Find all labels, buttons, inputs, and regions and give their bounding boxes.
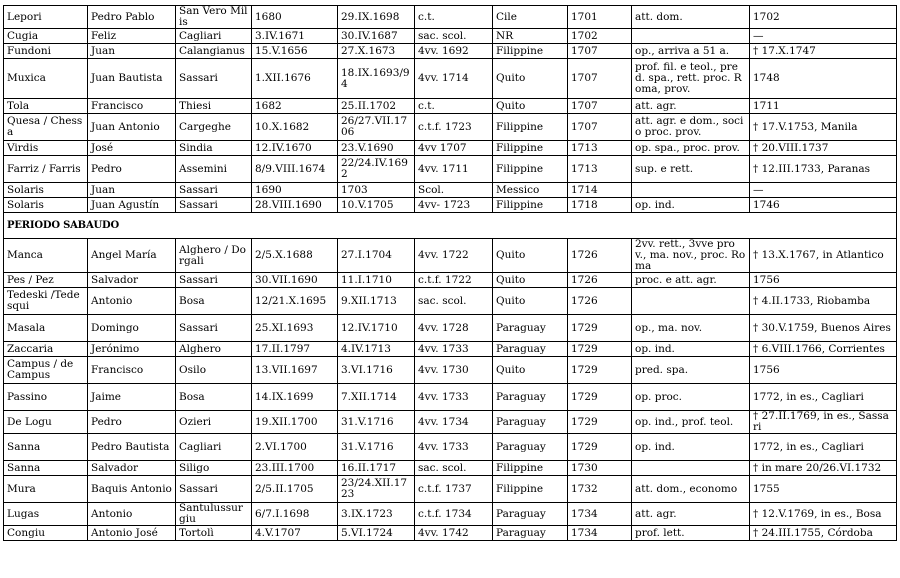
- cell-ingresso: 5.VI.1724: [338, 526, 415, 541]
- cell-morte: 1772, in es., Cagliari: [750, 384, 897, 411]
- cell-anno_partenza: 1734: [568, 526, 632, 541]
- cell-ingresso: 23/24.XII.1723: [338, 476, 415, 503]
- cell-cognome: Tedeski /Tedesqui: [4, 288, 88, 315]
- cell-luogo: Tortolì: [176, 526, 252, 541]
- cell-ingresso: 23.V.1690: [338, 141, 415, 156]
- cell-nome: Juan Bautista: [88, 59, 176, 99]
- cell-anno_partenza: 1726: [568, 273, 632, 288]
- cell-cognome: Zaccaria: [4, 342, 88, 357]
- cell-stato: 4vv. 1742: [415, 526, 493, 541]
- cell-incarichi: prof. lett.: [632, 526, 750, 541]
- cell-stato: 4vv. 1711: [415, 156, 493, 183]
- table-row: [4, 239, 897, 273]
- cell-incarichi: att. agr.: [632, 503, 750, 526]
- cell-ingresso: 3.IX.1723: [338, 503, 415, 526]
- cell-morte: † 20.VIII.1737: [750, 141, 897, 156]
- cell-stato: c.t.f. 1722: [415, 273, 493, 288]
- cell-incarichi: [632, 29, 750, 44]
- table-row: [4, 434, 897, 461]
- cell-anno_partenza: 1702: [568, 29, 632, 44]
- missionaries-table: [3, 5, 897, 541]
- cell-incarichi: [632, 288, 750, 315]
- cell-nascita: 13.VII.1697: [252, 357, 338, 384]
- cell-cognome: Cugia: [4, 29, 88, 44]
- cell-cognome: Fundoni: [4, 44, 88, 59]
- cell-incarichi: att. dom.: [632, 6, 750, 29]
- cell-luogo: Siligo: [176, 461, 252, 476]
- cell-morte: 1746: [750, 198, 897, 213]
- cell-luogo: Ozieri: [176, 411, 252, 434]
- cell-ingresso: 27.I.1704: [338, 239, 415, 273]
- cell-nome: Jerónimo: [88, 342, 176, 357]
- cell-ingresso: 22/24.IV.1692: [338, 156, 415, 183]
- cell-anno_partenza: 1729: [568, 434, 632, 461]
- cell-destinazione: Quito: [493, 99, 568, 114]
- cell-nome: Antonio: [88, 288, 176, 315]
- cell-ingresso: 7.XII.1714: [338, 384, 415, 411]
- cell-incarichi: op. proc.: [632, 384, 750, 411]
- cell-destinazione: Filippine: [493, 476, 568, 503]
- cell-ingresso: 26/27.VII.1706: [338, 114, 415, 141]
- table-row: [4, 141, 897, 156]
- cell-morte: 1756: [750, 357, 897, 384]
- table-row: [4, 476, 897, 503]
- cell-nascita: 2/5.X.1688: [252, 239, 338, 273]
- cell-ingresso: 16.II.1717: [338, 461, 415, 476]
- cell-ingresso: 31.V.1716: [338, 411, 415, 434]
- cell-anno_partenza: 1707: [568, 59, 632, 99]
- cell-incarichi: op., ma. nov.: [632, 315, 750, 342]
- cell-nome: Juan Antonio: [88, 114, 176, 141]
- table-row: [4, 183, 897, 198]
- table-row: [4, 526, 897, 541]
- cell-incarichi: pred. spa.: [632, 357, 750, 384]
- cell-nascita: 17.II.1797: [252, 342, 338, 357]
- cell-ingresso: 1703: [338, 183, 415, 198]
- cell-anno_partenza: 1726: [568, 239, 632, 273]
- cell-destinazione: Filippine: [493, 156, 568, 183]
- cell-nome: Juan: [88, 44, 176, 59]
- cell-morte: 1702: [750, 6, 897, 29]
- cell-morte: 1772, in es., Cagliari: [750, 434, 897, 461]
- cell-morte: † 17.V.1753, Manila: [750, 114, 897, 141]
- cell-nascita: 8/9.VIII.1674: [252, 156, 338, 183]
- cell-nascita: 4.V.1707: [252, 526, 338, 541]
- cell-destinazione: Quito: [493, 239, 568, 273]
- cell-anno_partenza: 1713: [568, 141, 632, 156]
- cell-destinazione: Filippine: [493, 44, 568, 59]
- cell-destinazione: Quito: [493, 288, 568, 315]
- cell-nascita: 12.IV.1670: [252, 141, 338, 156]
- cell-anno_partenza: 1714: [568, 183, 632, 198]
- cell-cognome: Farriz / Farris: [4, 156, 88, 183]
- cell-destinazione: Filippine: [493, 461, 568, 476]
- cell-anno_partenza: 1729: [568, 357, 632, 384]
- cell-destinazione: Filippine: [493, 198, 568, 213]
- cell-anno_partenza: 1713: [568, 156, 632, 183]
- cell-nome: Francisco: [88, 357, 176, 384]
- table-row: [4, 288, 897, 315]
- cell-luogo: Bosa: [176, 384, 252, 411]
- cell-nascita: 19.XII.1700: [252, 411, 338, 434]
- cell-destinazione: Quito: [493, 59, 568, 99]
- cell-ingresso: 30.IV.1687: [338, 29, 415, 44]
- cell-cognome: Muxica: [4, 59, 88, 99]
- table-row: [4, 114, 897, 141]
- table-row: [4, 411, 897, 434]
- cell-anno_partenza: 1729: [568, 411, 632, 434]
- cell-nascita: 1682: [252, 99, 338, 114]
- cell-nascita: 1.XII.1676: [252, 59, 338, 99]
- cell-cognome: Mura: [4, 476, 88, 503]
- cell-nascita: 25.XI.1693: [252, 315, 338, 342]
- cell-stato: sac. scol.: [415, 461, 493, 476]
- cell-incarichi: [632, 461, 750, 476]
- cell-nascita: 3.IV.1671: [252, 29, 338, 44]
- cell-nascita: 2.VI.1700: [252, 434, 338, 461]
- cell-cognome: Campus / de Campus: [4, 357, 88, 384]
- cell-morte: † 12.III.1733, Paranas: [750, 156, 897, 183]
- cell-destinazione: Filippine: [493, 114, 568, 141]
- cell-destinazione: Paraguay: [493, 503, 568, 526]
- cell-stato: 4vv. 1733: [415, 434, 493, 461]
- cell-ingresso: 25.II.1702: [338, 99, 415, 114]
- cell-nome: Pedro Bautista: [88, 434, 176, 461]
- cell-destinazione: Messico: [493, 183, 568, 198]
- section-heading: PERIODO SABAUDO: [4, 213, 897, 239]
- cell-anno_partenza: 1729: [568, 342, 632, 357]
- cell-morte: † 12.V.1769, in es., Bosa: [750, 503, 897, 526]
- cell-luogo: Bosa: [176, 288, 252, 315]
- cell-stato: 4vv 1707: [415, 141, 493, 156]
- cell-nascita: 15.V.1656: [252, 44, 338, 59]
- cell-anno_partenza: 1729: [568, 315, 632, 342]
- table-row: [4, 59, 897, 99]
- cell-anno_partenza: 1707: [568, 99, 632, 114]
- section-row: [4, 213, 897, 239]
- cell-nascita: 14.IX.1699: [252, 384, 338, 411]
- cell-destinazione: Paraguay: [493, 315, 568, 342]
- cell-stato: 4vv. 1733: [415, 342, 493, 357]
- cell-luogo: San Vero Milis: [176, 6, 252, 29]
- cell-morte: † 30.V.1759, Buenos Aires: [750, 315, 897, 342]
- cell-nascita: 30.VII.1690: [252, 273, 338, 288]
- cell-stato: 4vv. 1730: [415, 357, 493, 384]
- cell-morte: † 24.III.1755, Córdoba: [750, 526, 897, 541]
- cell-stato: 4vv- 1723: [415, 198, 493, 213]
- cell-morte: † 4.II.1733, Riobamba: [750, 288, 897, 315]
- cell-luogo: Thiesi: [176, 99, 252, 114]
- cell-luogo: Santulussurgiu: [176, 503, 252, 526]
- cell-stato: 4vv. 1722: [415, 239, 493, 273]
- cell-nascita: 28.VIII.1690: [252, 198, 338, 213]
- cell-anno_partenza: 1732: [568, 476, 632, 503]
- cell-destinazione: Paraguay: [493, 342, 568, 357]
- cell-luogo: Osilo: [176, 357, 252, 384]
- cell-ingresso: 29.IX.1698: [338, 6, 415, 29]
- cell-cognome: Quesa / Chessa: [4, 114, 88, 141]
- cell-anno_partenza: 1718: [568, 198, 632, 213]
- cell-cognome: Pes / Pez: [4, 273, 88, 288]
- cell-cognome: Lepori: [4, 6, 88, 29]
- table-row: [4, 384, 897, 411]
- cell-stato: c.t.f. 1723: [415, 114, 493, 141]
- cell-incarichi: op. ind.: [632, 434, 750, 461]
- cell-incarichi: att. agr. e dom., socio proc. prov.: [632, 114, 750, 141]
- cell-ingresso: 10.V.1705: [338, 198, 415, 213]
- cell-nome: Juan Agustín: [88, 198, 176, 213]
- cell-nome: Feliz: [88, 29, 176, 44]
- cell-destinazione: Paraguay: [493, 526, 568, 541]
- cell-anno_partenza: 1707: [568, 114, 632, 141]
- table-row: [4, 156, 897, 183]
- cell-destinazione: Paraguay: [493, 384, 568, 411]
- cell-luogo: Assemini: [176, 156, 252, 183]
- cell-anno_partenza: 1707: [568, 44, 632, 59]
- cell-incarichi: op. spa., proc. prov.: [632, 141, 750, 156]
- cell-ingresso: 9.XII.1713: [338, 288, 415, 315]
- cell-nome: Salvador: [88, 461, 176, 476]
- cell-cognome: Sanna: [4, 434, 88, 461]
- cell-stato: c.t.: [415, 6, 493, 29]
- cell-morte: —: [750, 29, 897, 44]
- cell-luogo: Cagliari: [176, 434, 252, 461]
- cell-nome: Pedro: [88, 411, 176, 434]
- cell-cognome: Passino: [4, 384, 88, 411]
- cell-luogo: Sassari: [176, 476, 252, 503]
- cell-incarichi: att. dom., economo: [632, 476, 750, 503]
- cell-destinazione: NR: [493, 29, 568, 44]
- cell-stato: 4vv. 1714: [415, 59, 493, 99]
- cell-nascita: 6/7.I.1698: [252, 503, 338, 526]
- cell-incarichi: op. ind., prof. teol.: [632, 411, 750, 434]
- cell-stato: 4vv. 1733: [415, 384, 493, 411]
- cell-cognome: Tola: [4, 99, 88, 114]
- cell-nascita: 12/21.X.1695: [252, 288, 338, 315]
- cell-incarichi: prof. fil. e teol., pred. spa., rett. proc. Roma, prov.: [632, 59, 750, 99]
- cell-anno_partenza: 1726: [568, 288, 632, 315]
- cell-destinazione: Paraguay: [493, 411, 568, 434]
- cell-morte: † 17.X.1747: [750, 44, 897, 59]
- cell-nome: Jaime: [88, 384, 176, 411]
- cell-luogo: Sassari: [176, 198, 252, 213]
- cell-cognome: Sanna: [4, 461, 88, 476]
- cell-cognome: De Logu: [4, 411, 88, 434]
- cell-nascita: 1680: [252, 6, 338, 29]
- cell-destinazione: Quito: [493, 357, 568, 384]
- cell-stato: sac. scol.: [415, 29, 493, 44]
- cell-destinazione: Cile: [493, 6, 568, 29]
- cell-nome: Salvador: [88, 273, 176, 288]
- cell-nascita: 2/5.II.1705: [252, 476, 338, 503]
- cell-incarichi: op., arriva a 51 a.: [632, 44, 750, 59]
- table-row: [4, 357, 897, 384]
- cell-ingresso: 4.IV.1713: [338, 342, 415, 357]
- cell-nome: Antonio José: [88, 526, 176, 541]
- cell-stato: c.t.f. 1737: [415, 476, 493, 503]
- cell-luogo: Sassari: [176, 59, 252, 99]
- cell-stato: c.t.f. 1734: [415, 503, 493, 526]
- cell-stato: Scol.: [415, 183, 493, 198]
- cell-anno_partenza: 1730: [568, 461, 632, 476]
- cell-anno_partenza: 1729: [568, 384, 632, 411]
- cell-nascita: 23.III.1700: [252, 461, 338, 476]
- cell-ingresso: 11.I.1710: [338, 273, 415, 288]
- cell-incarichi: op. ind.: [632, 198, 750, 213]
- cell-anno_partenza: 1734: [568, 503, 632, 526]
- cell-nome: Francisco: [88, 99, 176, 114]
- cell-destinazione: Quito: [493, 273, 568, 288]
- cell-ingresso: 27.X.1673: [338, 44, 415, 59]
- cell-luogo: Cargeghe: [176, 114, 252, 141]
- cell-luogo: Calangianus: [176, 44, 252, 59]
- cell-stato: sac. scol.: [415, 288, 493, 315]
- cell-luogo: Sassari: [176, 315, 252, 342]
- cell-morte: 1711: [750, 99, 897, 114]
- table-row: [4, 315, 897, 342]
- cell-cognome: Solaris: [4, 183, 88, 198]
- cell-luogo: Sassari: [176, 273, 252, 288]
- cell-cognome: Manca: [4, 239, 88, 273]
- cell-nome: Pedro: [88, 156, 176, 183]
- cell-nome: Pedro Pablo: [88, 6, 176, 29]
- cell-incarichi: proc. e att. agr.: [632, 273, 750, 288]
- cell-ingresso: 18.IX.1693/94: [338, 59, 415, 99]
- cell-nascita: 10.X.1682: [252, 114, 338, 141]
- cell-morte: † 6.VIII.1766, Corrientes: [750, 342, 897, 357]
- cell-ingresso: 31.V.1716: [338, 434, 415, 461]
- cell-stato: c.t.: [415, 99, 493, 114]
- cell-morte: † 13.X.1767, in Atlantico: [750, 239, 897, 273]
- table-body: [4, 6, 897, 541]
- cell-luogo: Alghero: [176, 342, 252, 357]
- cell-morte: 1755: [750, 476, 897, 503]
- cell-ingresso: 3.VI.1716: [338, 357, 415, 384]
- cell-stato: 4vv. 1734: [415, 411, 493, 434]
- cell-luogo: Sassari: [176, 183, 252, 198]
- cell-stato: 4vv. 1728: [415, 315, 493, 342]
- table-row: [4, 342, 897, 357]
- cell-stato: 4vv. 1692: [415, 44, 493, 59]
- cell-nome: Domingo: [88, 315, 176, 342]
- cell-cognome: Lugas: [4, 503, 88, 526]
- cell-nome: Baquis Antonio: [88, 476, 176, 503]
- cell-cognome: Masala: [4, 315, 88, 342]
- cell-morte: 1756: [750, 273, 897, 288]
- cell-incarichi: 2vv. rett., 3vve prov., ma. nov., proc. Roma: [632, 239, 750, 273]
- cell-incarichi: att. agr.: [632, 99, 750, 114]
- table-row: [4, 461, 897, 476]
- cell-destinazione: Filippine: [493, 141, 568, 156]
- cell-incarichi: sup. e rett.: [632, 156, 750, 183]
- cell-nome: Antonio: [88, 503, 176, 526]
- cell-luogo: Alghero / Dorgali: [176, 239, 252, 273]
- table-row: [4, 99, 897, 114]
- cell-nascita: 1690: [252, 183, 338, 198]
- cell-nome: José: [88, 141, 176, 156]
- table-row: [4, 6, 897, 29]
- cell-ingresso: 12.IV.1710: [338, 315, 415, 342]
- cell-morte: 1748: [750, 59, 897, 99]
- cell-nome: Juan: [88, 183, 176, 198]
- cell-morte: † in mare 20/26.VI.1732: [750, 461, 897, 476]
- cell-anno_partenza: 1701: [568, 6, 632, 29]
- cell-morte: —: [750, 183, 897, 198]
- cell-luogo: Cagliari: [176, 29, 252, 44]
- cell-incarichi: [632, 183, 750, 198]
- cell-cognome: Virdis: [4, 141, 88, 156]
- table-row: [4, 503, 897, 526]
- cell-destinazione: Paraguay: [493, 434, 568, 461]
- table-row: [4, 29, 897, 44]
- cell-incarichi: op. ind.: [632, 342, 750, 357]
- cell-morte: † 27.II.1769, in es., Sassari: [750, 411, 897, 434]
- cell-nome: Angel María: [88, 239, 176, 273]
- cell-cognome: Congiu: [4, 526, 88, 541]
- table-row: [4, 44, 897, 59]
- table-row: [4, 198, 897, 213]
- table-row: [4, 273, 897, 288]
- cell-cognome: Solaris: [4, 198, 88, 213]
- cell-luogo: Sindia: [176, 141, 252, 156]
